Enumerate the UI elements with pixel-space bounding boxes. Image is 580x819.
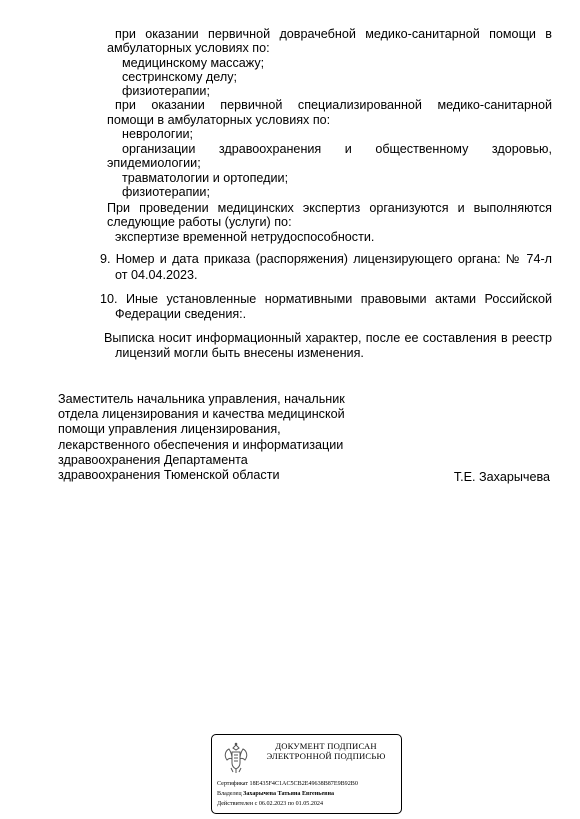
- item10-line-1: 10. Иные установленные нормативными правовыми актами Российской: [100, 292, 552, 306]
- list-line-9: организации здравоохранения и общественному здоровью,: [122, 142, 552, 156]
- position-line: здравоохранения Департамента: [58, 452, 248, 467]
- stamp-certificate: Сертификат 18E435F4C1AC5CB2E49638B87E9B92B0: [217, 781, 358, 787]
- stamp-owner: [217, 791, 334, 798]
- position-line: отдела лицензирования и качества медицинской: [58, 407, 345, 422]
- stamp-validity: Действителен с 06.02.2023 по 01.05.2024: [217, 801, 324, 807]
- list-line-12: физиотерапии;: [122, 185, 210, 199]
- list-line-7: помощи в амбулаторных условиях по:: [107, 113, 331, 127]
- stamp-title: [256, 741, 396, 761]
- position-line: здравоохранения Тюменской области: [58, 468, 280, 483]
- list-line-13: При проведении медицинских экспертиз организуются и выполняются: [107, 201, 552, 215]
- note-line-2: лицензий могли быть внесены изменения.: [115, 346, 364, 360]
- electronic-signature-stamp: [211, 734, 402, 814]
- stamp-title-line-1: ДОКУМЕНТ ПОДПИСАН: [275, 741, 377, 751]
- list-line-11: травматологии и ортопедии;: [122, 171, 289, 185]
- item10-line-2: Федерации сведения:.: [115, 307, 247, 321]
- position-line: Заместитель начальника управления, начальник: [58, 392, 345, 406]
- list-line-2: амбулаторных условиях по:: [107, 41, 270, 55]
- signatory-name: Т.Е. Захарычева: [453, 470, 550, 484]
- list-line-4: сестринскому делу;: [122, 70, 237, 84]
- list-line-15: экспертизе временной нетрудоспособности.: [115, 230, 375, 244]
- item9-line-1: 9. Номер и дата приказа (распоряжения) лицензирующего органа: № 74-л: [100, 252, 552, 266]
- coat-of-arms-icon: [219, 741, 253, 775]
- note-line-1: Выписка носит информационный характер, после ее составления в реестр: [104, 331, 552, 345]
- list-line-1: при оказании первичной доврачебной медико-санитарной помощи в: [115, 27, 552, 41]
- stamp-owner-label: Владелец: [217, 791, 242, 797]
- list-line-8: неврологии;: [122, 127, 194, 141]
- stamp-owner-name: Захарычева Татьяна Евгеньевна: [243, 791, 335, 797]
- signatory-position: [58, 392, 358, 483]
- list-line-6: при оказании первичной специализированной медико-санитарной: [115, 98, 552, 112]
- item9-line-2: от 04.04.2023.: [115, 268, 198, 282]
- position-line: помощи управления лицензирования,: [58, 422, 281, 437]
- list-line-5: физиотерапии;: [122, 84, 210, 98]
- list-line-14: следующие работы (услуги) по:: [107, 215, 292, 229]
- stamp-title-line-2: ЭЛЕКТРОННОЙ ПОДПИСЬЮ: [266, 751, 386, 761]
- list-line-3: медицинскому массажу;: [122, 56, 265, 70]
- position-line: лекарственного обеспечения и информатизации: [58, 437, 344, 452]
- list-line-10: эпидемиологии;: [107, 156, 201, 170]
